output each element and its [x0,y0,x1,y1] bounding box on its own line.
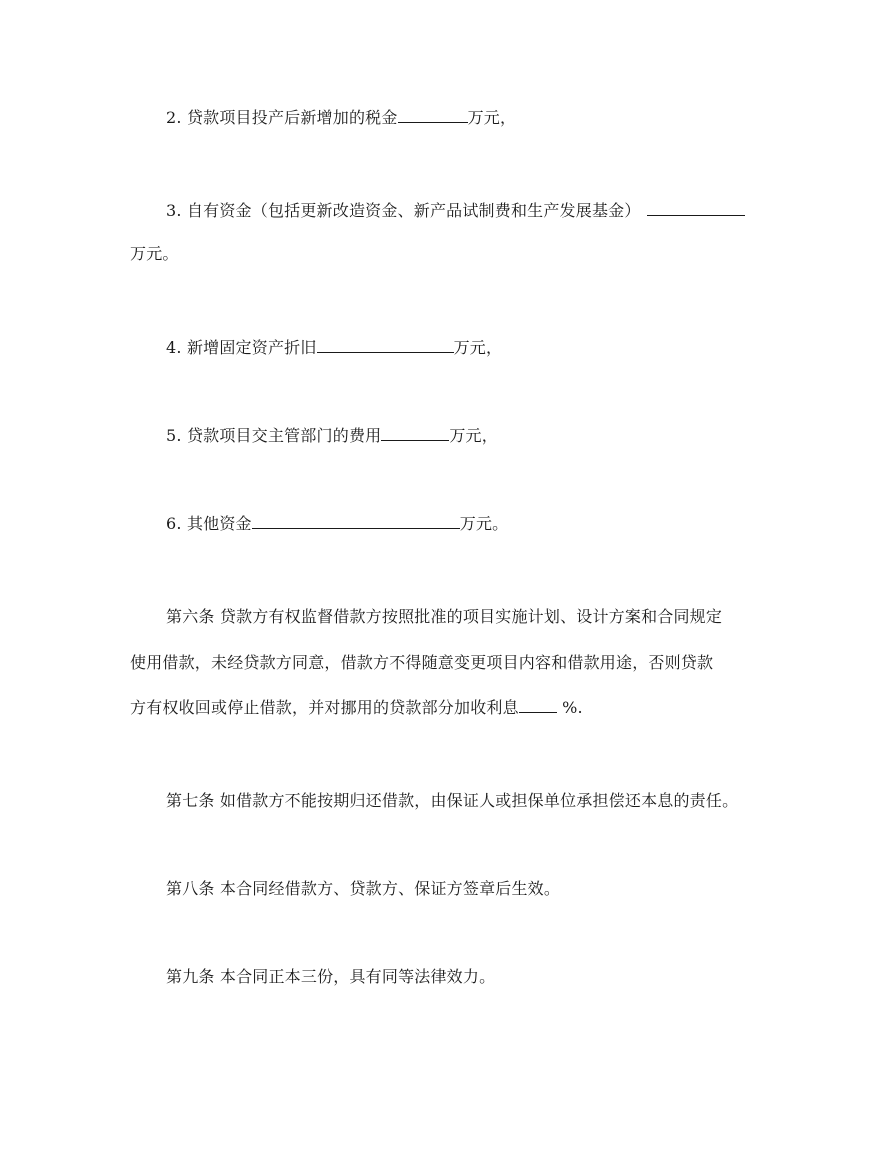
item-2-blank [398,108,468,123]
article-6-percent: %. [556,698,583,717]
article-7 [166,791,738,811]
item-2 [166,108,516,128]
item-4-unit: 万元， [453,338,503,357]
article-6-text-1: 第六条 贷款方有权监督借款方按照批准的项目实施计划、设计方案和合同规定 [166,607,723,626]
article-8-text: 第八条 本合同经借款方、贷款方、保证方签章后生效。 [166,879,561,898]
item-5-text: 5. 贷款项目交主管部门的费用 [166,426,382,445]
item-3-unit: 万元。 [130,244,179,263]
article-9-text: 第九条 本合同正本三份，具有同等法律效力。 [166,967,496,986]
item-6-text: 6. 其他资金 [166,514,252,533]
article-6-line-1 [166,607,722,627]
item-6 [166,514,508,534]
item-2-unit: 万元， [467,108,517,127]
article-7-text: 第七条 如借款方不能按期归还借款，由保证人或担保单位承担偿还本息的责任。 [166,791,739,810]
article-6-text-3: 方有权收回或停止借款，并对挪用的贷款部分加收利息 [130,698,519,717]
article-8 [166,879,560,899]
article-6-text-2: 使用借款，未经贷款方同意，借款方不得随意变更项目内容和借款用途，否则贷款 [130,653,714,672]
article-9 [166,967,495,987]
item-5-blank [381,426,449,441]
item-4-text: 4. 新增固定资产折旧 [166,338,317,357]
item-3-cont [130,244,179,264]
article-6-line-2 [130,653,713,673]
item-3-blank [647,201,745,216]
article-6-line-3 [130,698,583,718]
article-6-interest-blank [519,698,557,713]
item-6-unit: 万元。 [459,514,509,533]
item-6-blank [252,514,460,529]
item-2-text: 2. 贷款项目投产后新增加的税金 [166,108,398,127]
item-4 [166,338,502,358]
item-3 [166,201,745,221]
item-3-text: 3. 自有资金（包括更新改造资金、新产品试制费和生产发展基金） [166,201,641,220]
item-4-blank [317,338,454,353]
item-5 [166,426,498,446]
item-5-unit: 万元， [449,426,498,445]
